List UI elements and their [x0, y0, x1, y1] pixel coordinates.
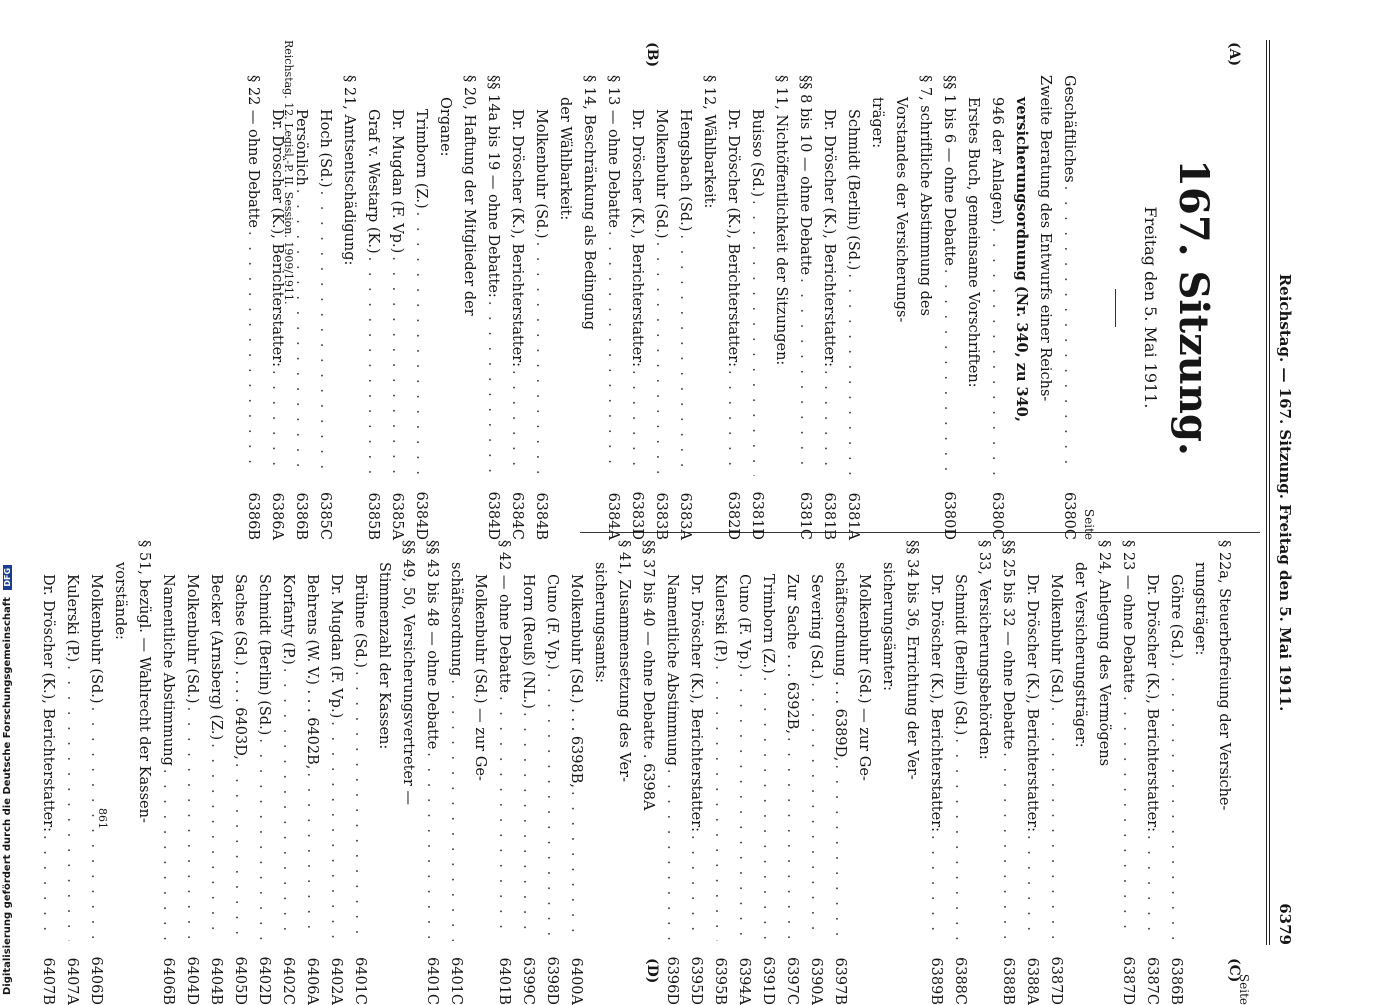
- leader-dots: [1140, 832, 1164, 941]
- toc-entry: [324, 540, 348, 1005]
- entry-text: Molkenbuhr (Sd.): [533, 109, 549, 239]
- toc-entry: [660, 540, 684, 1005]
- page-reference: 6388B: [1000, 957, 1016, 1005]
- page-reference: 6387D: [1048, 956, 1064, 1005]
- header-rule: [1269, 40, 1270, 945]
- page-reference: 6407B: [40, 957, 56, 1005]
- entry-text: 946 der Anlagen): [989, 97, 1005, 225]
- entry-heading: § 20, Haftung der Mitglieder der: [461, 75, 477, 316]
- toc-entry: [156, 540, 180, 1005]
- entry-text: Trimborn (Z.): [413, 109, 429, 209]
- page-reference: 6384A: [605, 492, 621, 540]
- page-reference: 6402A: [328, 957, 344, 1005]
- leader-dots: [732, 670, 756, 941]
- entry-heading: § 7, schriftliche Abstimmung des: [917, 75, 933, 316]
- page-reference: 6381C: [797, 492, 813, 540]
- toc-entry: [300, 540, 324, 1005]
- entry-heading: § 33, Versicherungsbehörden:: [976, 540, 992, 760]
- entry-text: Horn (Reuß) (NL.): [520, 574, 536, 709]
- entry-text: Graf v. Westarp (K.): [365, 109, 381, 254]
- page-reference: 6406B: [160, 957, 176, 1005]
- leader-dots: [228, 760, 252, 941]
- page-reference: 6402C: [280, 957, 296, 1005]
- entry-heading: § 21, Amtsentschädigung:: [341, 75, 357, 266]
- toc-entry: [1044, 540, 1068, 1005]
- page-reference: 6381A: [845, 492, 861, 540]
- leader-dots: [684, 832, 708, 941]
- entry-heading: Stimmenzahl der Kassen:: [376, 562, 392, 750]
- entry-text: Dr. Dröscher (K.), Berichterstatter:: [509, 109, 525, 368]
- leader-dots: [793, 275, 817, 476]
- entry-heading: §§ 49, 50, Versicherungsvertreter —: [400, 540, 416, 806]
- leader-dots: [817, 367, 841, 476]
- toc-entry: [505, 75, 529, 540]
- page-reference: 6406D: [88, 956, 104, 1005]
- entry-text: Dr. Dröscher (K.), Berichterstatter:: [269, 109, 285, 368]
- right-column: [36, 540, 1252, 1005]
- page-reference: 6386B: [293, 492, 309, 540]
- page-reference: 6394A: [736, 957, 752, 1005]
- toc-entry: [721, 75, 745, 540]
- entry-heading: § 24, Anlegung des Vermögens: [1096, 540, 1112, 767]
- entry-heading: träger:: [869, 97, 885, 149]
- toc-entry: [793, 75, 817, 540]
- toc-entry: [948, 540, 972, 1005]
- leader-dots: [505, 367, 529, 476]
- running-head: [1274, 40, 1294, 945]
- entry-text: § 22 — ohne Debatte: [245, 75, 261, 228]
- page-reference: 6396D: [664, 956, 680, 1005]
- page-footer: Reichstag. 12. Legisl.-P. II. Session. 1909/1911.: [282, 40, 295, 305]
- margin-mark-b: (B): [644, 42, 660, 68]
- page-reference: 6401C: [352, 957, 368, 1005]
- entry-text: §§ 14a bis 19 — ohne Debatte:: [485, 75, 501, 298]
- margin-mark-a: (A): [1226, 42, 1242, 67]
- toc-entry: [276, 540, 300, 1005]
- page-reference: 6383B: [653, 492, 669, 540]
- page-reference: 6407A: [64, 957, 80, 1005]
- entry-heading: § 41, Zusammensetzung des Ver-: [616, 540, 632, 782]
- toc-entry: [708, 540, 732, 1005]
- entry-text: Cuno (F. Vp.): [544, 574, 560, 670]
- leader-dots: [937, 266, 961, 476]
- entry-text: schäftsordnung: [448, 562, 464, 677]
- leader-dots: [420, 749, 444, 941]
- toc-entry: [937, 75, 961, 540]
- page-reference: 6395D: [688, 956, 704, 1005]
- leader-dots: [156, 766, 180, 941]
- toc-entry: [516, 540, 540, 1005]
- left-entry-list: [241, 75, 1081, 540]
- page-reference: 6385B: [365, 492, 381, 540]
- toc-entry: [60, 540, 84, 1005]
- leader-dots: [996, 749, 1020, 941]
- entry-text: Dr. Dröscher (K.), Berichterstatter:: [821, 109, 837, 368]
- page-reference: 6388A: [1024, 957, 1040, 1005]
- page-reference: 6390A: [808, 957, 824, 1005]
- toc-entry: [804, 540, 828, 1005]
- entry-heading: §§ 34 bis 36, Errichtung der Ver-: [904, 540, 920, 780]
- entry-text: Dr. Dröscher (K.), Berichterstatter:: [40, 574, 56, 833]
- toc-entry: [745, 75, 769, 540]
- entry-text: Becker (Arnsberg) (Z.): [208, 574, 224, 741]
- entry-heading: versicherungsordnung (Nr. 340, zu 340,: [1013, 97, 1030, 422]
- entry-text: Brühne (Sd.): [352, 574, 368, 668]
- document-page: [40, 0, 1300, 1005]
- page-reference: 6381D: [749, 491, 765, 540]
- toc-entry: [684, 540, 708, 1005]
- page-reference: 6386A: [269, 492, 285, 540]
- page-reference: 6391D: [760, 956, 776, 1005]
- page-reference: 6384D: [485, 491, 501, 540]
- page-reference: 6383A: [677, 492, 693, 540]
- entry-heading: § 14, Beschränkung als Bedingung: [581, 75, 597, 331]
- page-reference: 6399C: [520, 957, 536, 1005]
- toc-entry: [228, 540, 252, 1005]
- entry-text: Dr. Dröscher (K.), Berichterstatter:: [725, 109, 741, 368]
- entry-text: §§ 25 bis 32 — ohne Debatte: [1000, 540, 1016, 750]
- page-reference: 6404D: [184, 956, 200, 1005]
- page-reference: 6397C: [784, 957, 800, 1005]
- toc-entry: [601, 75, 625, 540]
- leader-dots: [780, 734, 804, 941]
- page-reference: 6401B: [496, 957, 512, 1005]
- toc-entry: [385, 75, 409, 540]
- page-number: 861: [96, 808, 109, 829]
- toc-entry: [420, 540, 444, 1005]
- toc-entry: [1140, 540, 1164, 1005]
- page-reference: 6401C: [448, 957, 464, 1005]
- page-reference: 6402D: [256, 956, 272, 1005]
- header-rule-double: [1266, 40, 1267, 945]
- page-reference: 6386B: [1168, 957, 1184, 1005]
- leader-dots: [492, 693, 516, 941]
- toc-entry: [540, 540, 564, 1005]
- entry-text: Persönlich: [293, 109, 309, 186]
- toc-entry: [780, 540, 804, 1005]
- leader-dots: [180, 704, 204, 941]
- leader-dots: [540, 670, 564, 941]
- leader-dots: [348, 668, 372, 941]
- page-reference: 6406A: [304, 957, 320, 1005]
- side-note: [2, 567, 24, 995]
- left-column: [241, 75, 1252, 540]
- page-reference: 6395B: [712, 957, 728, 1005]
- toc-entry: [625, 75, 649, 540]
- leader-dots: [385, 253, 409, 476]
- page-reference: 6389B: [928, 957, 944, 1005]
- page-reference: 6381B: [821, 492, 837, 540]
- entry-text: § 23 — ohne Debatte: [1120, 540, 1136, 693]
- toc-entry: [841, 75, 865, 540]
- toc-entry: [1020, 540, 1044, 1005]
- entry-text: Severing (Sd.): [808, 574, 824, 680]
- leader-dots: [1164, 659, 1188, 941]
- toc-entry: [924, 540, 948, 1005]
- toc-entry: [241, 75, 265, 540]
- entry-text: Kulerski (P.): [712, 574, 728, 663]
- right-entry-list: [36, 540, 1236, 1005]
- leader-dots: [276, 665, 300, 941]
- leader-dots: [948, 735, 972, 941]
- entry-text: Zur Sache . . . 6392B,: [784, 574, 800, 735]
- entry-heading: Molkenbuhr (Sd.) — zur Ge-: [856, 574, 872, 781]
- toc-entry: [444, 540, 468, 1005]
- leader-dots: [1020, 832, 1044, 941]
- page-reference: 6400A: [568, 957, 584, 1005]
- entry-heading: sicherungsamts:: [592, 562, 608, 683]
- leader-dots: [828, 761, 852, 941]
- toc-entry: [529, 75, 553, 540]
- page-reference: 6385A: [389, 492, 405, 540]
- page-reference: 6380C: [1061, 492, 1077, 540]
- entry-text: Molkenbuhr (Sd.): [88, 574, 104, 704]
- leader-dots: [516, 709, 540, 941]
- page-reference: 6383D: [629, 491, 645, 540]
- entry-text: Namentliche Abstimmung: [160, 574, 176, 766]
- leader-dots: [601, 228, 625, 476]
- leader-dots: [745, 197, 769, 476]
- entry-text: Dr. Dröscher (K.), Berichterstatter:: [1024, 574, 1040, 833]
- entry-text: Kulerski (P.): [64, 574, 80, 663]
- entry-heading: § 51, bezügl. — Wahlrecht der Kassen-: [136, 540, 152, 823]
- entry-text: Göhre (Sd.): [1168, 574, 1184, 659]
- leader-dots: [444, 676, 468, 941]
- page-reference: 6384B: [533, 492, 549, 540]
- page-reference: 6388C: [952, 957, 968, 1005]
- toc-entry: [204, 540, 228, 1005]
- toc-entry: [1116, 540, 1140, 1005]
- page-reference: 6386B: [245, 492, 261, 540]
- side-note-text: Digitalisierung gefördert durch die Deutsche Forschungsgemeinschaft: [2, 597, 13, 995]
- toc-entry: [756, 540, 780, 1005]
- page-reference: 6404B: [208, 957, 224, 1005]
- leader-dots: [300, 769, 324, 941]
- entry-text: Dr. Dröscher (K.), Berichterstatter:: [688, 574, 704, 833]
- entry-heading: § 12, Wählbarkeit:: [701, 75, 717, 209]
- page-reference: 6385C: [317, 492, 333, 540]
- running-head-title: Reichstag. — 167. Sitzung. Freitag den 5. Mai 1911.: [1276, 273, 1294, 712]
- entry-text: Schmidt (Berlin) (Sd.): [952, 574, 968, 736]
- toc-entry: [180, 540, 204, 1005]
- page-reference: 6405D: [232, 956, 248, 1005]
- page-reference: 6384C: [509, 492, 525, 540]
- entry-text: Geschäftliches: [1061, 75, 1077, 183]
- leader-dots: [924, 832, 948, 941]
- entry-text: § 42 — ohne Debatte: [496, 540, 512, 693]
- toc-entry: [84, 540, 108, 1005]
- leader-dots: [756, 674, 780, 941]
- session-title: 167. Sitzung.: [1170, 159, 1217, 456]
- entry-text: §§ 1 bis 6 — ohne Debatte: [941, 75, 957, 266]
- leader-dots: [204, 740, 228, 941]
- leader-dots: [721, 367, 745, 476]
- entry-text: §§ 43 bis 48 — ohne Debatte: [424, 540, 440, 750]
- seite-label: Seite: [1082, 508, 1096, 540]
- page-reference: 6382D: [725, 491, 741, 540]
- leader-dots: [313, 188, 337, 476]
- entry-text: Schmidt (Berlin) (Sd.): [256, 574, 272, 736]
- entry-text: §§ 8 bis 10 — ohne Debatte: [797, 75, 813, 276]
- toc-entry: [828, 540, 852, 1005]
- entry-text: Hoch (Sd.): [317, 109, 333, 188]
- leader-dots: [1116, 693, 1140, 941]
- leader-dots: [649, 239, 673, 476]
- entry-heading: §§ 37 bis 40 — ohne Debatte . 6398A: [640, 540, 656, 811]
- toc-entry: [252, 540, 276, 1005]
- toc-entry: [1164, 540, 1188, 1005]
- entry-text: Molkenbuhr (Sd.): [653, 109, 669, 239]
- toc-entry: [409, 75, 433, 540]
- toc-entry: [36, 540, 60, 1005]
- page-reference: 6397B: [832, 957, 848, 1005]
- toc-entry: [564, 540, 588, 1005]
- leader-dots: [660, 766, 684, 941]
- entry-heading: § 11, Nichtöffentlichkeit der Sitzungen:: [773, 75, 789, 366]
- leader-dots: [1057, 183, 1081, 476]
- leader-dots: [409, 209, 433, 476]
- leader-dots: [625, 367, 649, 476]
- entry-heading: der Wählbarkeit:: [557, 97, 573, 221]
- toc-entry: [732, 540, 756, 1005]
- page-reference: 6401C: [424, 957, 440, 1005]
- entry-text: Trimborn (Z.): [760, 574, 776, 674]
- entry-text: Sachse (Sd.) . . . . 6403D,: [232, 574, 248, 760]
- page-reference: 6380D: [941, 491, 957, 540]
- entry-heading: § 22a, Steuerbefreiung der Versiche-: [1216, 540, 1232, 811]
- margin-mark-d: (D): [644, 958, 660, 984]
- entry-text: Dr. Dröscher (K.), Berichterstatter:: [928, 574, 944, 833]
- entry-heading: Zweite Beratung des Entwurfs einer Reichs-: [1037, 75, 1053, 402]
- leader-dots: [361, 254, 385, 476]
- page-reference: 6387D: [1120, 956, 1136, 1005]
- toc-entry: [649, 75, 673, 540]
- leader-dots: [1044, 704, 1068, 941]
- entry-text: Dr. Dröscher (K.), Berichterstatter:: [1144, 574, 1160, 833]
- leader-dots: [324, 718, 348, 941]
- leader-dots: [708, 662, 732, 941]
- entry-text: Molkenbuhr (Sd.): [1048, 574, 1064, 704]
- entry-text: Dr. Mugdan (F. Vp.): [389, 109, 405, 254]
- entry-text: § 13 — ohne Debatte: [605, 75, 621, 228]
- margin-mark-c: (C): [1226, 958, 1242, 983]
- leader-dots: [36, 832, 60, 941]
- toc-entry: [673, 75, 697, 540]
- toc-entry: [817, 75, 841, 540]
- entry-heading: vorstände:: [112, 562, 128, 640]
- entry-heading: rungsträger:: [1192, 562, 1208, 656]
- leader-dots: [241, 228, 265, 476]
- leader-dots: [252, 735, 276, 941]
- entry-text: Hengsbach (Sd.): [677, 109, 693, 232]
- title-rule: [1115, 289, 1116, 327]
- toc-entry: [996, 540, 1020, 1005]
- entry-heading: Organe:: [437, 97, 453, 157]
- dfg-logo: DFG: [3, 565, 12, 590]
- entry-text: Dr. Dröscher (K.), Berichterstatter:: [629, 109, 645, 368]
- entry-heading: Erstes Buch, gemeinsame Vorschriften:: [965, 97, 981, 388]
- leader-dots: [529, 239, 553, 476]
- entry-text: Namentliche Abstimmung: [664, 574, 680, 766]
- entry-text: Buisso (Sd.): [749, 109, 765, 197]
- entry-heading: sicherungsämter:: [880, 562, 896, 692]
- running-head-page-number: 6379: [1276, 903, 1294, 945]
- toc-entry: [348, 540, 372, 1005]
- entry-text: Molkenbuhr (Sd.) . . . 6398B,: [568, 574, 584, 788]
- toc-entry: [313, 75, 337, 540]
- leader-dots: [564, 788, 588, 941]
- seite-label-right: Seite: [1237, 973, 1251, 1005]
- entry-text: Behrens (W. V.) . . . 6402B,: [304, 574, 320, 770]
- page-reference: 6398D: [544, 956, 560, 1005]
- leader-dots: [985, 225, 1009, 476]
- toc-entry: [361, 75, 385, 540]
- page-reference: 6384D: [413, 491, 429, 540]
- toc-entry: [985, 75, 1009, 540]
- entry-text: Cuno (F. Vp.): [736, 574, 752, 670]
- entry-text: Dr. Mugdan (F. Vp.): [328, 574, 344, 719]
- toc-entry: [481, 75, 505, 540]
- leader-dots: [841, 270, 865, 476]
- entry-text: Schmidt (Berlin) (Sd.): [845, 109, 861, 271]
- toc-entry: [492, 540, 516, 1005]
- entry-text: Molkenbuhr (Sd.): [184, 574, 200, 704]
- session-date: Freitag den 5. Mai 1911.: [1141, 206, 1160, 409]
- entry-heading: der Versicherungsträger:: [1072, 562, 1088, 748]
- entry-heading: Molkenbuhr (Sd.) — zur Ge-: [472, 574, 488, 781]
- page-reference: 6387C: [1144, 957, 1160, 1005]
- entry-text: schäftsordnung . . . 6389D,: [832, 562, 848, 762]
- leader-dots: [673, 231, 697, 476]
- entry-heading: Vorstandes der Versicherungs-: [893, 97, 909, 323]
- leader-dots: [60, 662, 84, 941]
- toc-entry: [1057, 75, 1081, 540]
- page-reference: 6380C: [989, 492, 1005, 540]
- leader-dots: [481, 298, 505, 476]
- leader-dots: [804, 679, 828, 941]
- entry-text: Korfanty (P.): [280, 574, 296, 665]
